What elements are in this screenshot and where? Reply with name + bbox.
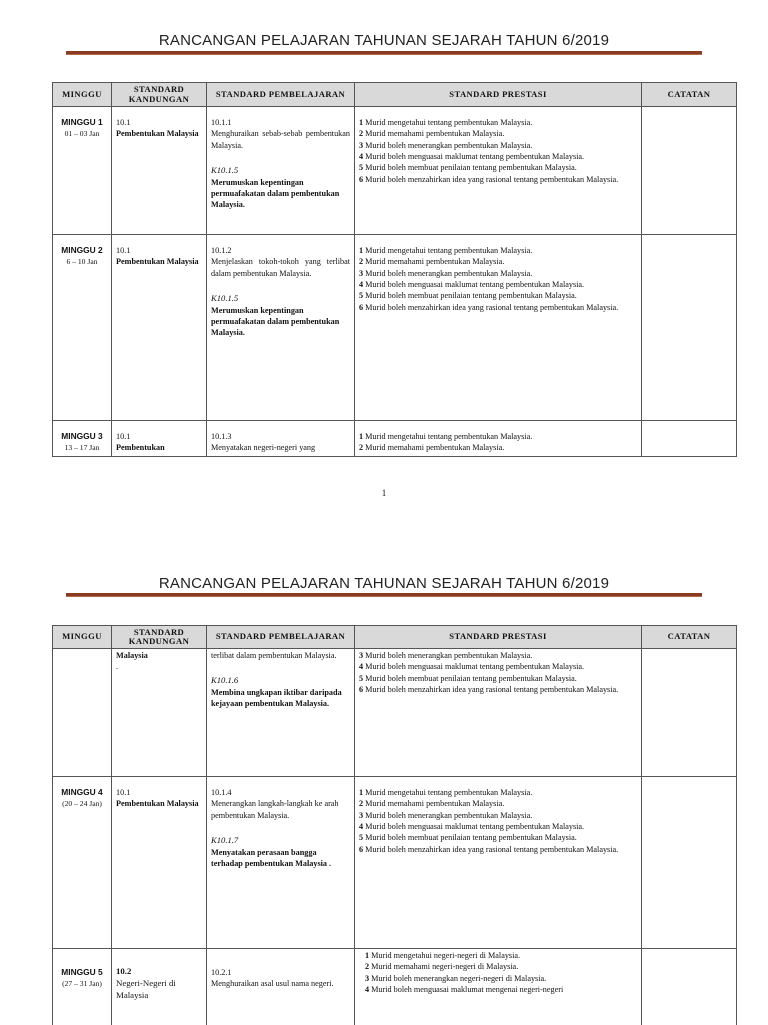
prestasi-item <box>359 290 637 301</box>
prestasi-level: 4 <box>359 151 364 161</box>
prestasi-text: Murid boleh menzahirkan idea yang rasional tentang pembentukan Malaysia. <box>365 302 619 312</box>
k-text: Merumuskan kepentingan permuafakatan dalam pembentukan Malaysia. <box>211 305 340 338</box>
standard-prestasi-cell <box>355 777 642 949</box>
header-catatan: CATATAN <box>642 83 737 107</box>
prestasi-level: 1 <box>359 118 364 127</box>
prestasi-text: Murid mengetahui tentang pembentukan Malaysia. <box>365 788 533 797</box>
k-code: K10.1.7 <box>211 834 239 845</box>
plan-table-page-1 <box>52 82 737 457</box>
standard-pembelajaran-cell <box>207 421 355 457</box>
sk-title: Negeri-Negeri di Malaysia <box>116 978 176 1001</box>
prestasi-text: Murid boleh menguasai maklumat tentang pembentukan Malaysia. <box>365 662 585 672</box>
standard-kandungan-cell <box>112 649 207 777</box>
prestasi-text: Murid mengetahui tentang pembentukan Malaysia. <box>365 246 533 255</box>
header-standard-prestasi: STANDARD PRESTASI <box>355 83 642 107</box>
header-catatan: CATATAN <box>642 626 737 649</box>
k-code: K10.1.5 <box>211 292 239 303</box>
sk-dot: . <box>116 662 119 672</box>
week-label: MINGGU 5 <box>61 967 103 977</box>
prestasi-item <box>359 140 637 151</box>
prestasi-item <box>365 961 637 972</box>
table-row <box>53 949 737 1025</box>
prestasi-item <box>359 268 637 279</box>
sk-code: 10.1 <box>116 432 131 441</box>
standard-kandungan-cell <box>112 421 207 457</box>
week-cell <box>53 649 112 777</box>
prestasi-level: 1 <box>359 246 364 255</box>
k-text: Membina ungkapan iktibar daripada kejayaan pembentukan Malaysia. <box>211 688 342 709</box>
sp-code: 10.1.3 <box>211 432 232 441</box>
week-label: MINGGU 1 <box>61 117 103 127</box>
prestasi-text: Murid boleh membuat penilaian tentang pembentukan Malaysia. <box>365 673 577 683</box>
sp-code: 10.1.4 <box>211 788 232 797</box>
sk-code: 10.2 <box>116 966 132 976</box>
prestasi-text: Murid boleh membuat penilaian tentang pembentukan Malaysia. <box>365 291 577 301</box>
prestasi-level: 3 <box>359 651 364 660</box>
prestasi-text: Murid boleh menzahirkan idea yang rasional tentang pembentukan Malaysia. <box>365 844 619 854</box>
sk-title: Pembentukan Malaysia <box>116 129 199 139</box>
prestasi-list <box>359 245 637 313</box>
prestasi-item <box>359 151 637 162</box>
prestasi-item <box>359 832 637 843</box>
k-text: Menyatakan perasaan bangga terhadap pembentukan Malaysia . <box>211 847 332 869</box>
k-code: K10.1.6 <box>211 675 239 686</box>
prestasi-text: Murid mengetahui tentang pembentukan Malaysia. <box>365 432 533 441</box>
title-rule <box>66 593 702 597</box>
prestasi-level: 1 <box>365 951 370 960</box>
prestasi-item <box>365 984 637 995</box>
prestasi-item <box>359 174 637 185</box>
header-minggu: MINGGU <box>53 626 112 649</box>
prestasi-item <box>359 279 637 290</box>
sp-text: Menjelaskan tokoh-tokoh yang terlibat dalam pembentukan Malaysia. <box>211 257 350 278</box>
k-text: Merumuskan kepentingan permuafakatan dalam pembentukan Malaysia. <box>211 177 340 210</box>
sp-text: Menerangkan langkah-langkah ke arah pembentukan Malaysia. <box>211 799 339 820</box>
prestasi-text: Murid memahami pembentukan Malaysia. <box>365 799 505 809</box>
standard-prestasi-cell <box>355 421 642 457</box>
prestasi-item <box>359 844 637 855</box>
prestasi-text: Murid boleh menzahirkan idea yang rasional tentang pembentukan Malaysia. <box>365 684 619 694</box>
prestasi-level: 6 <box>359 844 364 854</box>
prestasi-item <box>359 821 637 832</box>
week-label: MINGGU 4 <box>61 787 103 797</box>
sk-title: Pembentukan Malaysia <box>116 257 199 267</box>
table-row <box>53 649 737 777</box>
week-cell <box>53 777 112 949</box>
standard-kandungan-cell <box>112 949 207 1025</box>
page-title: RANCANGAN PELAJARAN TAHUNAN SEJARAH TAHUN 6/2019 <box>158 32 610 49</box>
standard-prestasi-cell <box>355 649 642 777</box>
prestasi-list <box>365 950 637 995</box>
catatan-cell <box>642 235 737 421</box>
page-title: RANCANGAN PELAJARAN TAHUNAN SEJARAH TAHUN 6/2019 <box>158 575 610 592</box>
plan-table-page-2 <box>52 625 737 1025</box>
sk-code: 10.1 <box>116 788 131 797</box>
prestasi-item <box>359 798 637 809</box>
catatan-cell <box>642 107 737 235</box>
prestasi-level: 1 <box>359 432 364 441</box>
header-standard-prestasi: STANDARD PRESTASI <box>355 626 642 649</box>
prestasi-item <box>359 117 637 128</box>
prestasi-text: Murid mengetahui tentang pembentukan Malaysia. <box>365 118 533 127</box>
sp-text: Menghuraikan asal usul nama negeri. <box>211 979 334 989</box>
prestasi-text: Murid memahami pembentukan Malaysia. <box>365 257 505 267</box>
k-code: K10.1.5 <box>211 164 239 175</box>
prestasi-text: Murid memahami pembentukan Malaysia. <box>365 443 505 453</box>
sk-title: Malaysia <box>116 651 148 660</box>
prestasi-item <box>365 973 637 984</box>
prestasi-item <box>359 302 637 313</box>
week-cell <box>53 107 112 235</box>
header-standard-pembelajaran: STANDARD PEMBELAJARAN <box>207 626 355 649</box>
prestasi-item <box>359 128 637 139</box>
prestasi-text: Murid boleh menerangkan pembentukan Malaysia. <box>365 268 533 278</box>
sp-text: terlibat dalam pembentukan Malaysia. <box>211 651 337 660</box>
table-row <box>53 421 737 457</box>
prestasi-level: 3 <box>359 810 364 820</box>
catatan-cell <box>642 421 737 457</box>
header-standard-kandungan: STANDARD KANDUNGAN <box>112 83 207 107</box>
prestasi-text: Murid boleh menguasai maklumat tentang pembentukan Malaysia. <box>365 279 585 289</box>
prestasi-level: 1 <box>359 788 364 797</box>
prestasi-item <box>359 650 637 661</box>
prestasi-level: 5 <box>359 163 364 173</box>
sk-title: Pembentukan Malaysia <box>116 799 199 809</box>
prestasi-text: Murid memahami negeri-negeri di Malaysia. <box>371 962 519 972</box>
sp-code: 10.1.2 <box>211 246 232 255</box>
sk-code: 10.1 <box>116 118 131 127</box>
title-rule <box>66 51 702 55</box>
sp-text: Menghuraikan sebab-sebab pembentukan Malaysia. <box>211 129 350 150</box>
week-cell <box>53 949 112 1025</box>
prestasi-list <box>359 431 637 454</box>
prestasi-text: Murid boleh menzahirkan idea yang rasional tentang pembentukan Malaysia. <box>365 174 619 184</box>
prestasi-item <box>359 256 637 267</box>
prestasi-level: 2 <box>359 799 364 809</box>
sp-code: 10.2.1 <box>211 968 232 977</box>
prestasi-level: 3 <box>359 140 364 150</box>
table-row <box>53 235 737 421</box>
prestasi-level: 6 <box>359 174 364 184</box>
prestasi-level: 2 <box>365 962 370 972</box>
prestasi-level: 2 <box>359 257 364 267</box>
header-minggu: MINGGU <box>53 83 112 107</box>
catatan-cell <box>642 777 737 949</box>
prestasi-level: 2 <box>359 129 364 139</box>
prestasi-item <box>359 810 637 821</box>
week-date: 01 – 03 Jan <box>64 128 100 138</box>
sp-text: Menyatakan negeri-negeri yang <box>211 443 316 453</box>
standard-prestasi-cell <box>355 107 642 235</box>
week-label: MINGGU 3 <box>61 431 103 441</box>
page-number: 1 <box>381 488 387 498</box>
prestasi-text: Murid boleh menerangkan pembentukan Malaysia. <box>365 651 533 660</box>
prestasi-level: 6 <box>359 302 364 312</box>
standard-prestasi-cell <box>355 235 642 421</box>
standard-pembelajaran-cell <box>207 107 355 235</box>
prestasi-level: 3 <box>359 268 364 278</box>
prestasi-list <box>359 650 637 695</box>
prestasi-item <box>359 431 637 442</box>
week-label: MINGGU 2 <box>61 245 103 255</box>
prestasi-text: Murid boleh menguasai maklumat tentang pembentukan Malaysia. <box>365 151 585 161</box>
week-date: 13 – 17 Jan <box>64 442 100 452</box>
prestasi-item <box>365 950 637 961</box>
standard-pembelajaran-cell <box>207 777 355 949</box>
sp-code: 10.1.1 <box>211 118 232 127</box>
prestasi-level: 3 <box>365 973 370 983</box>
catatan-cell <box>642 649 737 777</box>
prestasi-level: 4 <box>365 984 370 994</box>
prestasi-level: 5 <box>359 291 364 301</box>
prestasi-text: Murid boleh menerangkan pembentukan Malaysia. <box>365 810 533 820</box>
prestasi-item <box>359 245 637 256</box>
standard-prestasi-cell <box>355 949 642 1025</box>
prestasi-text: Murid boleh menguasai maklumat tentang pembentukan Malaysia. <box>365 821 585 831</box>
prestasi-text: Murid boleh membuat penilaian tentang pembentukan Malaysia. <box>365 163 577 173</box>
prestasi-list <box>359 117 637 185</box>
header-standard-kandungan: STANDARD KANDUNGAN <box>112 626 207 649</box>
prestasi-item <box>359 162 637 173</box>
prestasi-item <box>359 673 637 684</box>
prestasi-text: Murid boleh menerangkan pembentukan Malaysia. <box>365 140 533 150</box>
standard-pembelajaran-cell <box>207 235 355 421</box>
table-row <box>53 777 737 949</box>
standard-kandungan-cell <box>112 107 207 235</box>
prestasi-item <box>359 787 637 798</box>
week-cell <box>53 235 112 421</box>
prestasi-text: Murid boleh membuat penilaian tentang pembentukan Malaysia. <box>365 833 577 843</box>
prestasi-level: 6 <box>359 684 364 694</box>
prestasi-level: 5 <box>359 673 364 683</box>
prestasi-text: Murid boleh menerangkan negeri-negeri di Malaysia. <box>371 973 547 983</box>
week-date: (27 – 31 Jan) <box>62 978 102 988</box>
sk-code: 10.1 <box>116 246 131 255</box>
prestasi-item <box>359 442 637 453</box>
header-standard-pembelajaran: STANDARD PEMBELAJARAN <box>207 83 355 107</box>
prestasi-item <box>359 661 637 672</box>
prestasi-list <box>359 787 637 855</box>
standard-kandungan-cell <box>112 777 207 949</box>
prestasi-level: 4 <box>359 662 364 672</box>
prestasi-text: Murid mengetahui negeri-negeri di Malaysia. <box>371 951 521 960</box>
prestasi-item <box>359 684 637 695</box>
week-cell <box>53 421 112 457</box>
week-date: 6 – 10 Jan <box>66 256 98 266</box>
standard-pembelajaran-cell <box>207 649 355 777</box>
standard-pembelajaran-cell <box>207 949 355 1025</box>
prestasi-level: 2 <box>359 443 364 453</box>
sk-title: Pembentukan <box>116 443 165 453</box>
prestasi-level: 5 <box>359 833 364 843</box>
catatan-cell <box>642 949 737 1025</box>
prestasi-level: 4 <box>359 279 364 289</box>
prestasi-text: Murid memahami pembentukan Malaysia. <box>365 129 505 139</box>
prestasi-level: 4 <box>359 821 364 831</box>
table-row <box>53 107 737 235</box>
prestasi-text: Murid boleh menguasai maklumat mengenai negeri-negeri <box>371 984 564 994</box>
week-date: (20 – 24 Jan) <box>62 798 102 808</box>
standard-kandungan-cell <box>112 235 207 421</box>
